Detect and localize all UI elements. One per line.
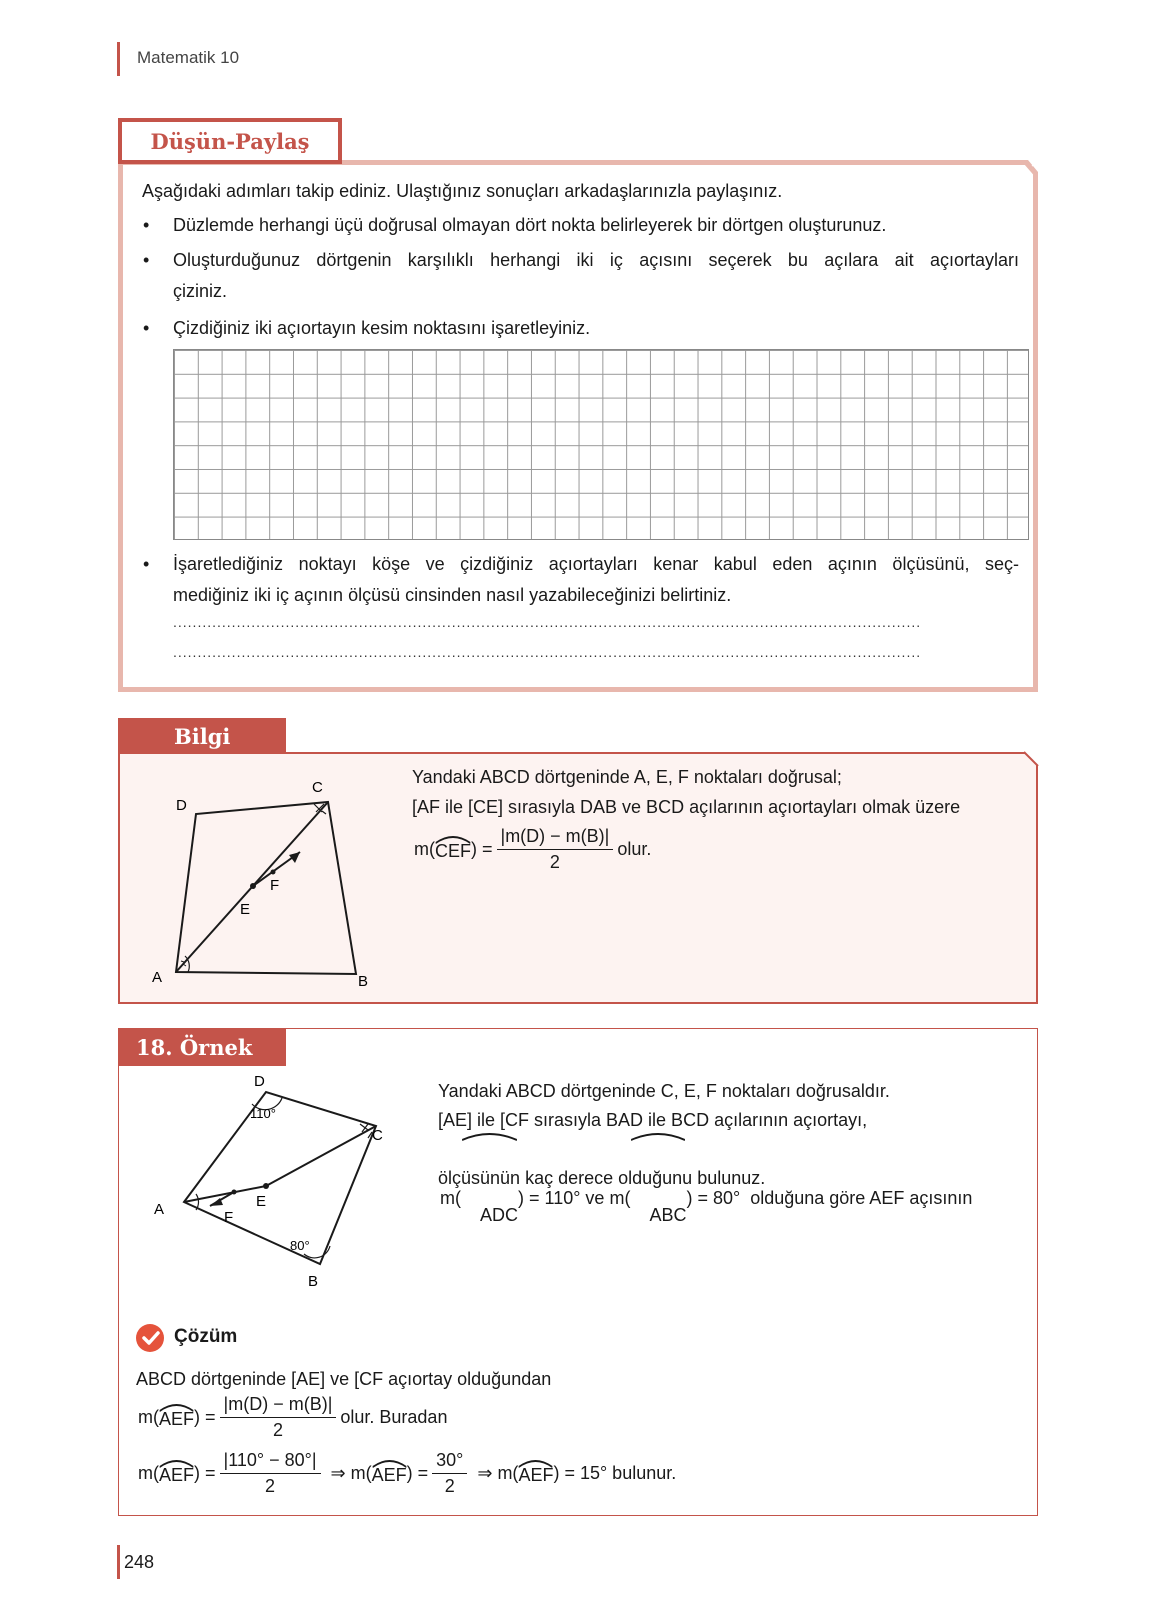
drawing-grid[interactable] xyxy=(173,349,1029,540)
fraction xyxy=(497,826,614,873)
ornek-tab xyxy=(118,1028,286,1066)
label-c: C xyxy=(312,779,323,796)
footer-accent-bar xyxy=(117,1545,120,1579)
label-b: B xyxy=(358,973,369,990)
arc-label xyxy=(518,1461,553,1486)
formula-m: m( xyxy=(138,1463,159,1483)
fraction-numerator: |m(D) − m(B)| xyxy=(220,1394,337,1418)
arc-text: AEF xyxy=(159,1409,195,1429)
header-accent-bar xyxy=(117,42,120,76)
label-e: E xyxy=(240,901,251,918)
label-c: C xyxy=(372,1127,383,1144)
bullet-marker: • xyxy=(143,318,150,338)
arc-label xyxy=(159,1461,194,1486)
check-icon xyxy=(136,1324,164,1352)
arc-label xyxy=(435,837,471,862)
line3-mid: ) = 110° ve m( xyxy=(518,1187,631,1208)
ornek-line-4: ölçüsünün kaç derece olduğunu bulunuz. xyxy=(438,1168,766,1188)
dp-bullet-4-cont: mediğiniz iki iç açının ölçüsü cinsinden nasıl yazabileceğinizi belirtiniz. xyxy=(173,585,732,605)
cozum-label: Çözüm xyxy=(174,1326,238,1347)
formula-eq: ) = xyxy=(471,839,493,859)
dusun-paylas-title: Düşün-Paylaş xyxy=(150,128,310,154)
arc-label xyxy=(461,1134,518,1262)
fraction xyxy=(220,1450,321,1497)
arc-text: AEF xyxy=(371,1465,407,1485)
answer-line-1[interactable]: ......................................................................................................................................................... xyxy=(173,614,922,630)
arc-text: CEF xyxy=(435,841,471,861)
solution-formula-1 xyxy=(138,1394,447,1441)
bilgi-tab xyxy=(118,718,286,754)
dp-bullet-1: Düzlemde herhangi üçü doğrusal olmayan dört nokta belirleyerek bir dörtgen oluşturunuz. xyxy=(173,215,887,235)
dp-bullet-2: Oluşturduğunuz dörtgenin karşılıklı herhangi iki iç açısını seçerek bu açılara ait açıortayları xyxy=(173,250,1019,270)
angle-b-label: 80° xyxy=(290,1238,310,1253)
corner-fold xyxy=(1016,158,1042,180)
angle-d-label: 110° xyxy=(250,1106,276,1121)
arc-text: ABC xyxy=(649,1205,687,1225)
fraction-denominator: 2 xyxy=(265,1476,276,1496)
formula-eq: ) = xyxy=(194,1407,216,1427)
bullet-marker: • xyxy=(143,554,150,574)
ornek-quadrilateral-figure xyxy=(150,1070,410,1310)
fraction xyxy=(220,1394,337,1441)
bullet-marker: • xyxy=(143,215,150,235)
bilgi-title: Bilgi xyxy=(174,723,231,749)
dusun-paylas-tab xyxy=(118,118,342,164)
formula-tail: olur. Buradan xyxy=(340,1407,448,1427)
arc-text: ADC xyxy=(480,1205,519,1225)
label-d: D xyxy=(176,797,187,814)
formula-eq: ) = xyxy=(406,1463,429,1483)
implies-m: ⇒ m( xyxy=(477,1463,519,1483)
line3-m: m( xyxy=(440,1187,461,1208)
fraction xyxy=(432,1450,467,1497)
label-b: B xyxy=(308,1273,319,1290)
implies-m: ⇒ m( xyxy=(330,1463,372,1483)
arc-label xyxy=(372,1461,407,1486)
fraction-denominator: 2 xyxy=(272,1420,283,1440)
corner-fold xyxy=(1022,750,1040,768)
ornek-line-3 xyxy=(440,1134,972,1262)
label-d: D xyxy=(254,1073,265,1090)
dp-intro: Aşağıdaki adımları takip ediniz. Ulaştığınız sonuçları arkadaşlarınızla paylaşınız. xyxy=(142,181,783,201)
formula-m: m( xyxy=(138,1407,159,1427)
bullet-marker: • xyxy=(143,250,150,270)
bilgi-quadrilateral-figure xyxy=(140,770,380,992)
answer-line-2[interactable]: ......................................................................................................................................................... xyxy=(173,644,922,660)
arc-label xyxy=(159,1405,194,1430)
ornek-line-2: [AE] ile [CF sırasıyla BAD ile BCD açılarının açıortayı, xyxy=(438,1110,868,1130)
book-title: Matematik 10 xyxy=(137,48,240,67)
formula-eq: ) = xyxy=(194,1463,216,1483)
label-a: A xyxy=(152,969,163,986)
bilgi-line-1: Yandaki ABCD dörtgeninde A, E, F noktaları doğrusal; xyxy=(412,767,842,787)
fraction-numerator: |m(D) − m(B)| xyxy=(497,826,614,850)
label-f: F xyxy=(270,877,280,894)
arc-label xyxy=(630,1134,686,1262)
bilgi-formula xyxy=(414,826,651,873)
bilgi-line-2: [AF ile [CE] sırasıyla DAB ve BCD açılarının açıortayları olmak üzere xyxy=(412,797,961,817)
label-e: E xyxy=(256,1193,267,1210)
label-a: A xyxy=(154,1201,165,1218)
line3-tail: ) = 80° olduğuna göre AEF açısının xyxy=(686,1187,973,1208)
ornek-title: 18. Örnek xyxy=(136,1034,253,1060)
page-number: 248 xyxy=(124,1552,155,1572)
solution-formula-2 xyxy=(138,1450,676,1497)
formula-result: ) = 15° bulunur. xyxy=(553,1463,677,1483)
arc-text: AEF xyxy=(159,1465,195,1485)
arc-text: AEF xyxy=(518,1465,554,1485)
formula-tail: olur. xyxy=(617,839,652,859)
label-f: F xyxy=(224,1209,234,1226)
ornek-line-1: Yandaki ABCD dörtgeninde C, E, F noktaları doğrusaldır. xyxy=(438,1081,890,1101)
fraction-numerator: 30° xyxy=(432,1450,467,1474)
dp-bullet-3: Çizdiğiniz iki açıortayın kesim noktasını işaretleyiniz. xyxy=(173,318,591,338)
dp-bullet-4: İşaretlediğiniz noktayı köşe ve çizdiğiniz açıortayları kenar kabul eden açının ölçüsünü, seç- xyxy=(173,554,1019,574)
formula-m: m( xyxy=(414,839,435,859)
fraction-denominator: 2 xyxy=(549,852,560,872)
dp-bullet-2-cont: çiziniz. xyxy=(173,281,228,301)
fraction-numerator: |110° − 80°| xyxy=(220,1450,321,1474)
solution-line-1: ABCD dörtgeninde [AE] ve [CF açıortay olduğundan xyxy=(136,1369,552,1389)
fraction-denominator: 2 xyxy=(444,1476,455,1496)
